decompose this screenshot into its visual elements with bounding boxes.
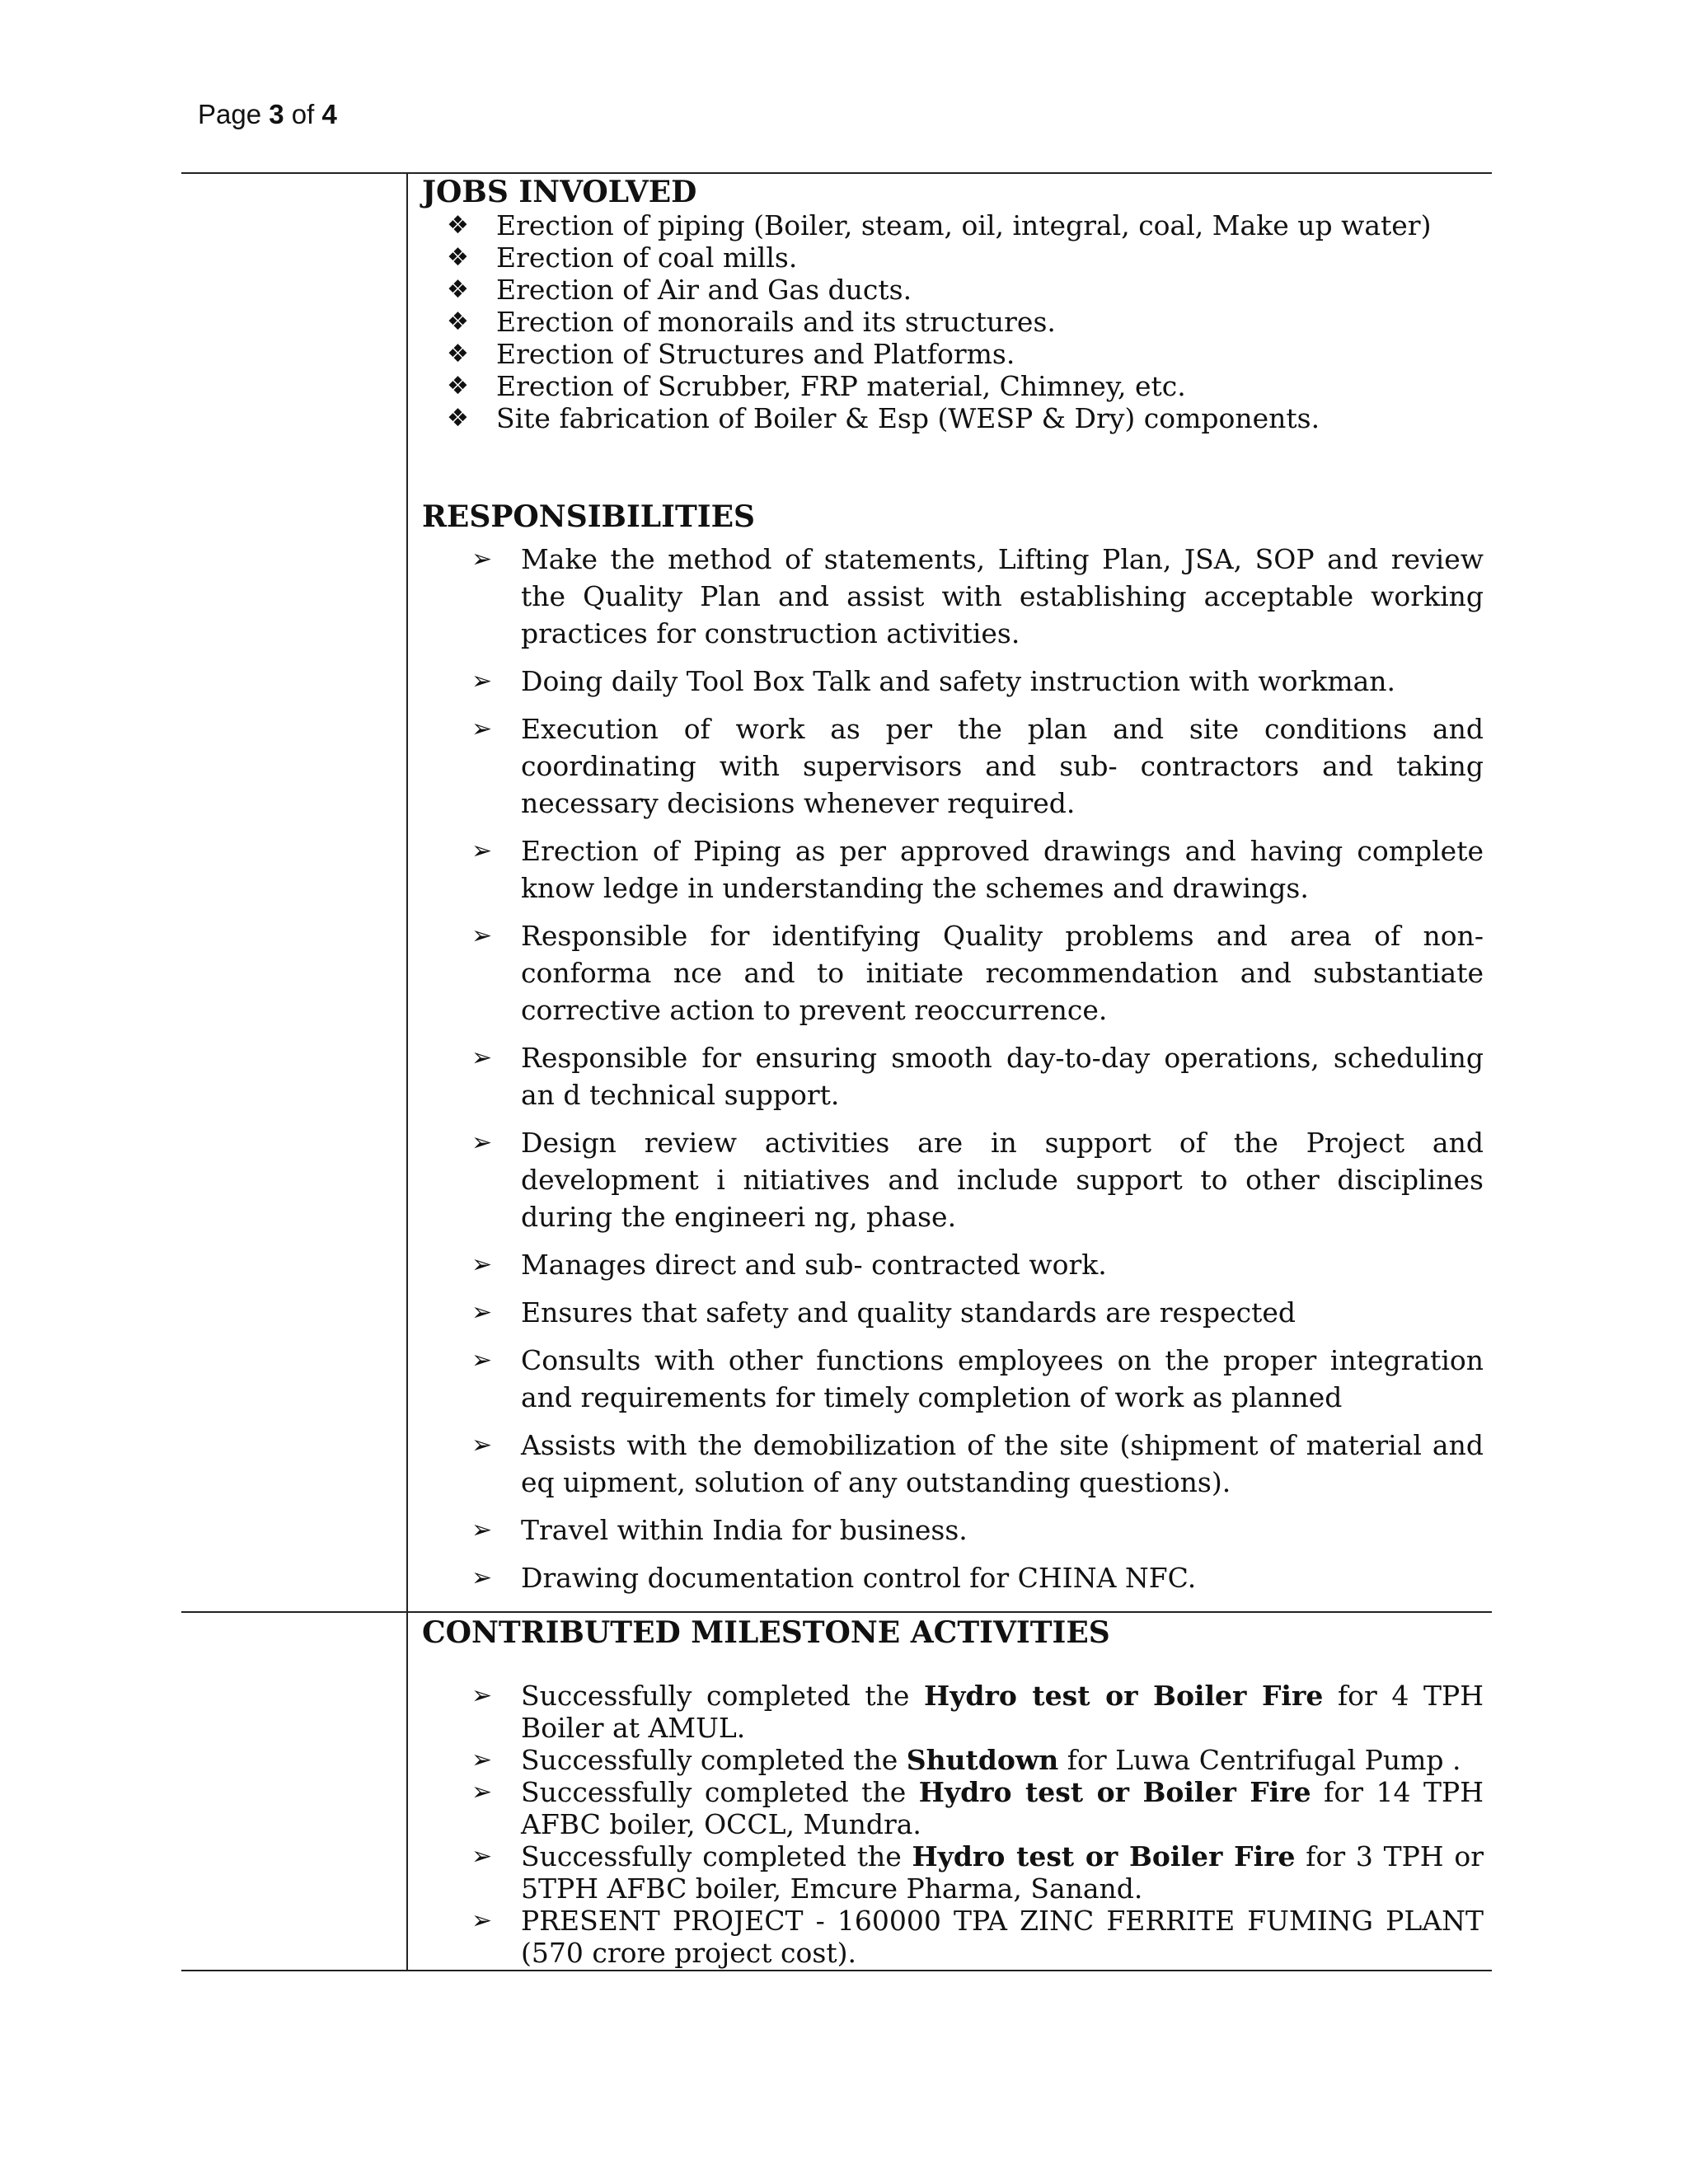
milestone-text-end: for 14 TPH AFBC boiler, OCCL, Mundra.	[521, 1776, 1484, 1840]
responsibility-item	[422, 710, 1493, 822]
responsibility-item	[422, 663, 1493, 700]
jobs-item	[422, 338, 1493, 370]
milestone-highlight: Hydro test or Boiler Fire	[918, 1776, 1311, 1808]
arrow-bullet-icon: ➢	[471, 1250, 493, 1279]
arrow-bullet-icon: ➢	[471, 921, 493, 950]
responsibility-text: Doing daily Tool Box Talk and safety instruction with workman.	[521, 665, 1396, 697]
arrow-bullet-icon: ➢	[471, 1346, 493, 1375]
diamond-bullet-icon: ❖	[447, 340, 469, 368]
milestone-text-end: for 4 TPH Boiler at AMUL.	[521, 1680, 1484, 1744]
responsibility-text: Erection of Piping as per approved drawings and having complete know ledge in understanding the schemes and drawings.	[521, 835, 1484, 904]
table-row-divider	[181, 1611, 1492, 1613]
milestone-item	[422, 1680, 1493, 1744]
responsibility-item	[422, 832, 1493, 907]
responsibility-item	[422, 1559, 1493, 1596]
jobs-item	[422, 306, 1493, 338]
responsibility-item	[422, 1342, 1493, 1416]
milestone-text: Successfully completed the	[521, 1776, 919, 1808]
jobs-item	[422, 370, 1493, 402]
jobs-item-text: Erection of Air and Gas ducts.	[496, 274, 912, 306]
diamond-bullet-icon: ❖	[447, 372, 469, 401]
responsibility-item	[422, 1039, 1493, 1113]
arrow-bullet-icon: ➢	[471, 1906, 493, 1935]
responsibility-text: Consults with other functions employees on the proper integration and requirements for timely completion of work as planned	[521, 1344, 1484, 1413]
responsibility-item	[422, 1427, 1493, 1501]
table-bottom-border	[181, 1970, 1492, 1971]
milestones-list	[422, 1680, 1493, 1969]
milestone-item	[422, 1744, 1493, 1776]
responsibility-item	[422, 1294, 1493, 1331]
milestone-text: Successfully completed the	[521, 1840, 912, 1872]
jobs-item-text: Erection of piping (Boiler, steam, oil, integral, coal, Make up water)	[496, 209, 1432, 241]
responsibility-item	[422, 1511, 1493, 1549]
milestone-highlight: Hydro test or Boiler Fire	[912, 1840, 1296, 1872]
responsibility-text: Travel within India for business.	[521, 1514, 968, 1546]
arrow-bullet-icon: ➢	[471, 1563, 493, 1592]
arrow-bullet-icon: ➢	[471, 1746, 493, 1774]
responsibility-text: Execution of work as per the plan and site conditions and coordinating with supervisors and sub- contractors and taking necessary decisions whenever required.	[521, 713, 1484, 819]
arrow-bullet-icon: ➢	[471, 1516, 493, 1544]
jobs-item	[422, 402, 1493, 434]
milestone-item	[422, 1840, 1493, 1905]
responsibilities-section	[422, 499, 1493, 1607]
jobs-item-text: Erection of Scrubber, FRP material, Chimney, etc.	[496, 370, 1186, 402]
diamond-bullet-icon: ❖	[447, 243, 469, 272]
jobs-item-text: Erection of coal mills.	[496, 241, 798, 274]
milestone-text: Successfully completed the	[521, 1680, 925, 1712]
arrow-bullet-icon: ➢	[471, 1842, 493, 1871]
responsibility-item	[422, 541, 1493, 652]
arrow-bullet-icon: ➢	[471, 715, 493, 743]
arrow-bullet-icon: ➢	[471, 1043, 493, 1072]
jobs-item-text: Erection of monorails and its structures.	[496, 306, 1056, 338]
diamond-bullet-icon: ❖	[447, 211, 469, 240]
responsibility-text: Design review activities are in support of the Project and development i nitiatives and include support to other disciplines during the engineeri ng, phase.	[521, 1127, 1484, 1233]
milestone-highlight: Hydro test or Boiler Fire	[924, 1680, 1324, 1712]
responsibility-item	[422, 1124, 1493, 1235]
jobs-item-text: Erection of Structures and Platforms.	[496, 338, 1015, 370]
diamond-bullet-icon: ❖	[447, 275, 469, 304]
arrow-bullet-icon: ➢	[471, 1431, 493, 1460]
milestones-heading: CONTRIBUTED MILESTONE ACTIVITIES	[422, 1615, 1110, 1650]
responsibility-text: Ensures that safety and quality standards are respected	[521, 1296, 1296, 1329]
page-number: Page 3 of 4	[198, 99, 337, 129]
responsibility-text: Responsible for identifying Quality problems and area of non-conforma nce and to initiate recommendation and substantiate corrective action to prevent reoccurrence.	[521, 920, 1484, 1026]
table-column-divider	[406, 172, 408, 1971]
jobs-section	[422, 175, 1493, 434]
milestone-text-end: for Luwa Centrifugal Pump .	[1058, 1744, 1461, 1776]
responsibility-text: Assists with the demobilization of the site (shipment of material and eq uipment, solution of any outstanding questions).	[521, 1429, 1484, 1498]
arrow-bullet-icon: ➢	[471, 1778, 493, 1807]
milestones-section	[422, 1615, 1493, 1969]
jobs-item	[422, 241, 1493, 274]
responsibility-text: Drawing documentation control for CHINA NFC.	[521, 1562, 1197, 1594]
milestone-text: PRESENT PROJECT - 160000 TPA ZINC FERRITE FUMING PLANT (570 crore project cost).	[521, 1905, 1484, 1969]
jobs-item	[422, 209, 1493, 241]
responsibility-item	[422, 917, 1493, 1029]
arrow-bullet-icon: ➢	[471, 667, 493, 696]
jobs-item	[422, 274, 1493, 306]
milestone-text-end: for 3 TPH or 5TPH AFBC boiler, Emcure Pharma, Sanand.	[521, 1840, 1484, 1905]
responsibility-text: Manages direct and sub- contracted work.	[521, 1249, 1107, 1281]
milestone-text: Successfully completed the	[521, 1744, 907, 1776]
milestone-item	[422, 1776, 1493, 1840]
milestone-item	[422, 1905, 1493, 1969]
arrow-bullet-icon: ➢	[471, 545, 493, 574]
jobs-item-text: Site fabrication of Boiler & Esp (WESP & Dry) components.	[496, 402, 1320, 434]
diamond-bullet-icon: ❖	[447, 404, 469, 433]
arrow-bullet-icon: ➢	[471, 1298, 493, 1327]
milestone-highlight: Shutdown	[906, 1744, 1059, 1776]
arrow-bullet-icon: ➢	[471, 1681, 493, 1710]
arrow-bullet-icon: ➢	[471, 837, 493, 865]
responsibilities-list	[422, 541, 1493, 1596]
jobs-list	[422, 209, 1493, 434]
jobs-heading: JOBS INVOLVED	[422, 175, 697, 209]
responsibility-text: Make the method of statements, Lifting Plan, JSA, SOP and review the Quality Plan and assist with establishing acceptable working practices for construction activities.	[521, 543, 1484, 649]
diamond-bullet-icon: ❖	[447, 307, 469, 336]
table-top-border	[181, 172, 1492, 174]
responsibility-text: Responsible for ensuring smooth day-to-day operations, scheduling an d technical support.	[521, 1042, 1484, 1111]
arrow-bullet-icon: ➢	[471, 1128, 493, 1157]
responsibilities-heading: RESPONSIBILITIES	[422, 499, 756, 534]
responsibility-item	[422, 1246, 1493, 1283]
